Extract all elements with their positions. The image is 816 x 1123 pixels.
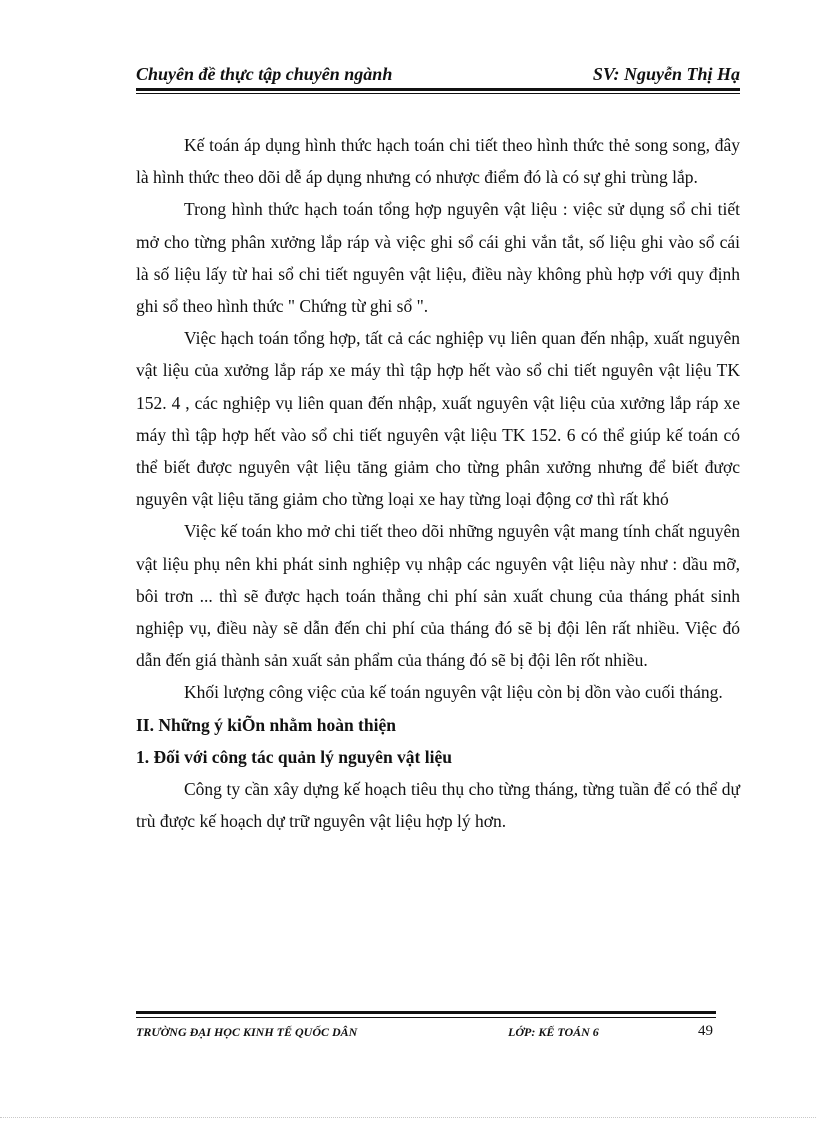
section-heading: II. Những ý kiÕn nhằm hoàn thiện <box>136 714 396 735</box>
footer-divider <box>136 1011 716 1014</box>
document-body <box>136 129 740 837</box>
page-footer <box>136 1011 740 1051</box>
footer-school: TRƯỜNG ĐẠI HỌC KINH TẾ QUỐC DÂN <box>136 1025 358 1039</box>
page-number: 49 <box>698 1023 713 1039</box>
page-bottom-border <box>0 1117 816 1118</box>
header-divider <box>136 88 740 91</box>
subsection-heading: 1. Đối với công tác quản lý nguyên vật liệu <box>136 746 452 767</box>
page-header <box>136 62 740 96</box>
paragraph-2: Trong hình thức hạch toán tổng hợp nguyên vật liệu : việc sử dụng sổ chi tiết mở cho từng phân xưởng lắp ráp và việc ghi sổ cái ghi vắn tắt, số liệu ghi vào sổ cái là số liệu lấy từ hai sổ chi tiết nguyên vật liệu, điều này không phù hợp với quy định ghi sổ theo hình thức " Chứng từ ghi sổ ". <box>136 199 740 317</box>
header-student: SV: Nguyễn Thị Hạ <box>592 64 740 84</box>
paragraph-5: Khối lượng công việc của kế toán nguyên vật liệu còn bị dồn vào cuối tháng. <box>184 682 723 703</box>
footer-divider-thin <box>136 1017 716 1018</box>
paragraph-1: Kế toán áp dụng hình thức hạch toán chi tiết theo hình thức thẻ song song, đây là hình thức theo dõi dễ áp dụng nhưng có nhược điểm đó là có sự ghi trùng lắp. <box>136 135 740 188</box>
paragraph-4: Việc kế toán kho mở chi tiết theo dõi những nguyên vật mang tính chất nguyên vật liệu phụ nên khi phát sinh nghiệp vụ nhập các nguyên vật liệu này như : dầu mỡ, bôi trơn ... thì sẽ được hạch toán thẳng chi phí sản xuất chung của tháng phát sinh nghiệp vụ, điều này sẽ dẫn đến chi phí của tháng đó sẽ bị đội lên rất nhiều. Việc đó dẫn đến giá thành sản xuất sản phẩm của tháng đó sẽ bị đội lên rốt nhiều. <box>136 521 740 671</box>
header-divider-thin <box>136 93 740 94</box>
footer-class: LỚP: KẾ TOÁN 6 <box>508 1025 599 1039</box>
paragraph-6: Công ty cần xây dựng kế hoạch tiêu thụ cho từng tháng, từng tuần để có thể dự trù được kế hoạch dự trữ nguyên vật liệu hợp lý hơn. <box>136 779 740 832</box>
header-title: Chuyên đề thực tập chuyên ngành <box>136 64 393 84</box>
paragraph-3: Việc hạch toán tổng hợp, tất cả các nghiệp vụ liên quan đến nhập, xuất nguyên vật liệu của xưởng lắp ráp xe máy thì tập hợp hết vào sổ chi tiết nguyên vật liệu TK 152. 4 , các nghiệp vụ liên quan đến nhập, xuất nguyên vật liệu của xưởng lắp ráp xe máy thì tập hợp hết vào sổ chi tiết nguyên vật liệu TK 152. 6 có thể giúp kế toán có thể biết được nguyên vật liệu tăng giảm cho từng phân xưởng nhưng để biết được nguyên vật liệu tăng giảm cho từng loại xe hay từng loại động cơ thì rất khó <box>136 328 740 510</box>
